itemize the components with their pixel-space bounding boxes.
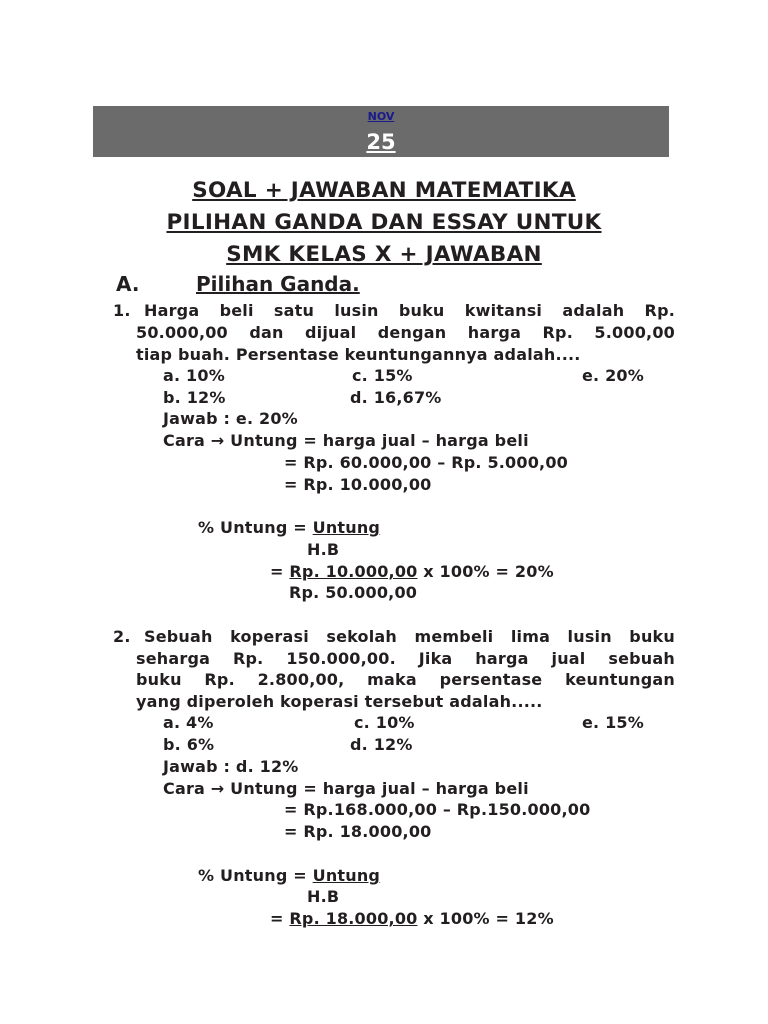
q2-option-d: d. 12% bbox=[350, 735, 413, 754]
q2-option-c: c. 10% bbox=[354, 713, 415, 732]
date-month-link[interactable]: NOV bbox=[367, 110, 395, 123]
q2-percent-denominator: H.B bbox=[307, 887, 340, 906]
q1-percent-numerator: Untung bbox=[312, 518, 381, 537]
date-day: 25 bbox=[366, 130, 396, 154]
q1-result bbox=[270, 562, 554, 582]
q2-result bbox=[270, 909, 554, 929]
q1-percent-label: % Untung = bbox=[198, 518, 313, 537]
q2-line-1: Sebuah koperasi sekolah membeli lima lusin buku bbox=[144, 627, 675, 646]
q2-answer: Jawab : d. 12% bbox=[163, 757, 299, 776]
q2-percent-label: % Untung = bbox=[198, 866, 313, 885]
q1-option-b: b. 12% bbox=[163, 388, 226, 407]
q1-answer: Jawab : e. 20% bbox=[163, 409, 298, 428]
q1-step-1: = Rp. 60.000,00 – Rp. 5.000,00 bbox=[284, 453, 568, 472]
q2-percent-formula bbox=[198, 866, 380, 886]
q1-option-a: a. 10% bbox=[163, 366, 225, 385]
section-letter: A. bbox=[116, 272, 140, 296]
q1-result-tail: x 100% = 20% bbox=[417, 562, 554, 581]
page-title bbox=[100, 175, 668, 271]
title-line-2: PILIHAN GANDA DAN ESSAY UNTUK bbox=[166, 210, 602, 235]
q2-result-numerator: Rp. 18.000,00 bbox=[289, 909, 418, 928]
q2-line-3: buku Rp. 2.800,00, maka persentase keuntungan bbox=[136, 670, 675, 689]
q1-option-e: e. 20% bbox=[582, 366, 644, 385]
q2-line-2: seharga Rp. 150.000,00. Jika harga jual sebuah bbox=[136, 649, 675, 668]
q1-option-d: d. 16,67% bbox=[350, 388, 442, 407]
title-line-1: SOAL + JAWABAN MATEMATIKA bbox=[192, 178, 576, 203]
q2-option-e: e. 15% bbox=[582, 713, 644, 732]
q2-percent-numerator: Untung bbox=[312, 866, 381, 885]
date-header bbox=[93, 106, 669, 157]
q1-step-2: = Rp. 10.000,00 bbox=[284, 475, 432, 494]
q2-result-tail: x 100% = 12% bbox=[417, 909, 554, 928]
q2-result-eq: = bbox=[270, 909, 290, 928]
q1-line-2: 50.000,00 dan dijual dengan harga Rp. 5.000,00 bbox=[136, 323, 675, 342]
q1-line-3: tiap buah. Persentase keuntungannya adalah.... bbox=[136, 345, 581, 364]
q1-percent-denominator: H.B bbox=[307, 540, 340, 559]
q2-number: 2. bbox=[113, 627, 131, 646]
q1-line-1: Harga beli satu lusin buku kwitansi adalah Rp. bbox=[144, 301, 675, 320]
section-name: Pilihan Ganda. bbox=[196, 272, 360, 296]
q1-cara: Cara → Untung = harga jual – harga beli bbox=[163, 431, 529, 450]
q2-cara: Cara → Untung = harga jual – harga beli bbox=[163, 779, 529, 798]
q2-option-b: b. 6% bbox=[163, 735, 215, 754]
q2-option-a: a. 4% bbox=[163, 713, 214, 732]
q1-number: 1. bbox=[113, 301, 131, 320]
q1-option-c: c. 15% bbox=[352, 366, 413, 385]
q2-step-2: = Rp. 18.000,00 bbox=[284, 822, 432, 841]
q1-percent-formula bbox=[198, 518, 380, 538]
q1-result-eq: = bbox=[270, 562, 290, 581]
q2-line-4: yang diperoleh koperasi tersebut adalah..... bbox=[136, 692, 543, 711]
q1-result-denominator: Rp. 50.000,00 bbox=[289, 583, 418, 602]
q2-step-1: = Rp.168.000,00 – Rp.150.000,00 bbox=[284, 800, 591, 819]
q1-result-numerator: Rp. 10.000,00 bbox=[289, 562, 418, 581]
title-line-3: SMK KELAS X + JAWABAN bbox=[226, 242, 542, 267]
